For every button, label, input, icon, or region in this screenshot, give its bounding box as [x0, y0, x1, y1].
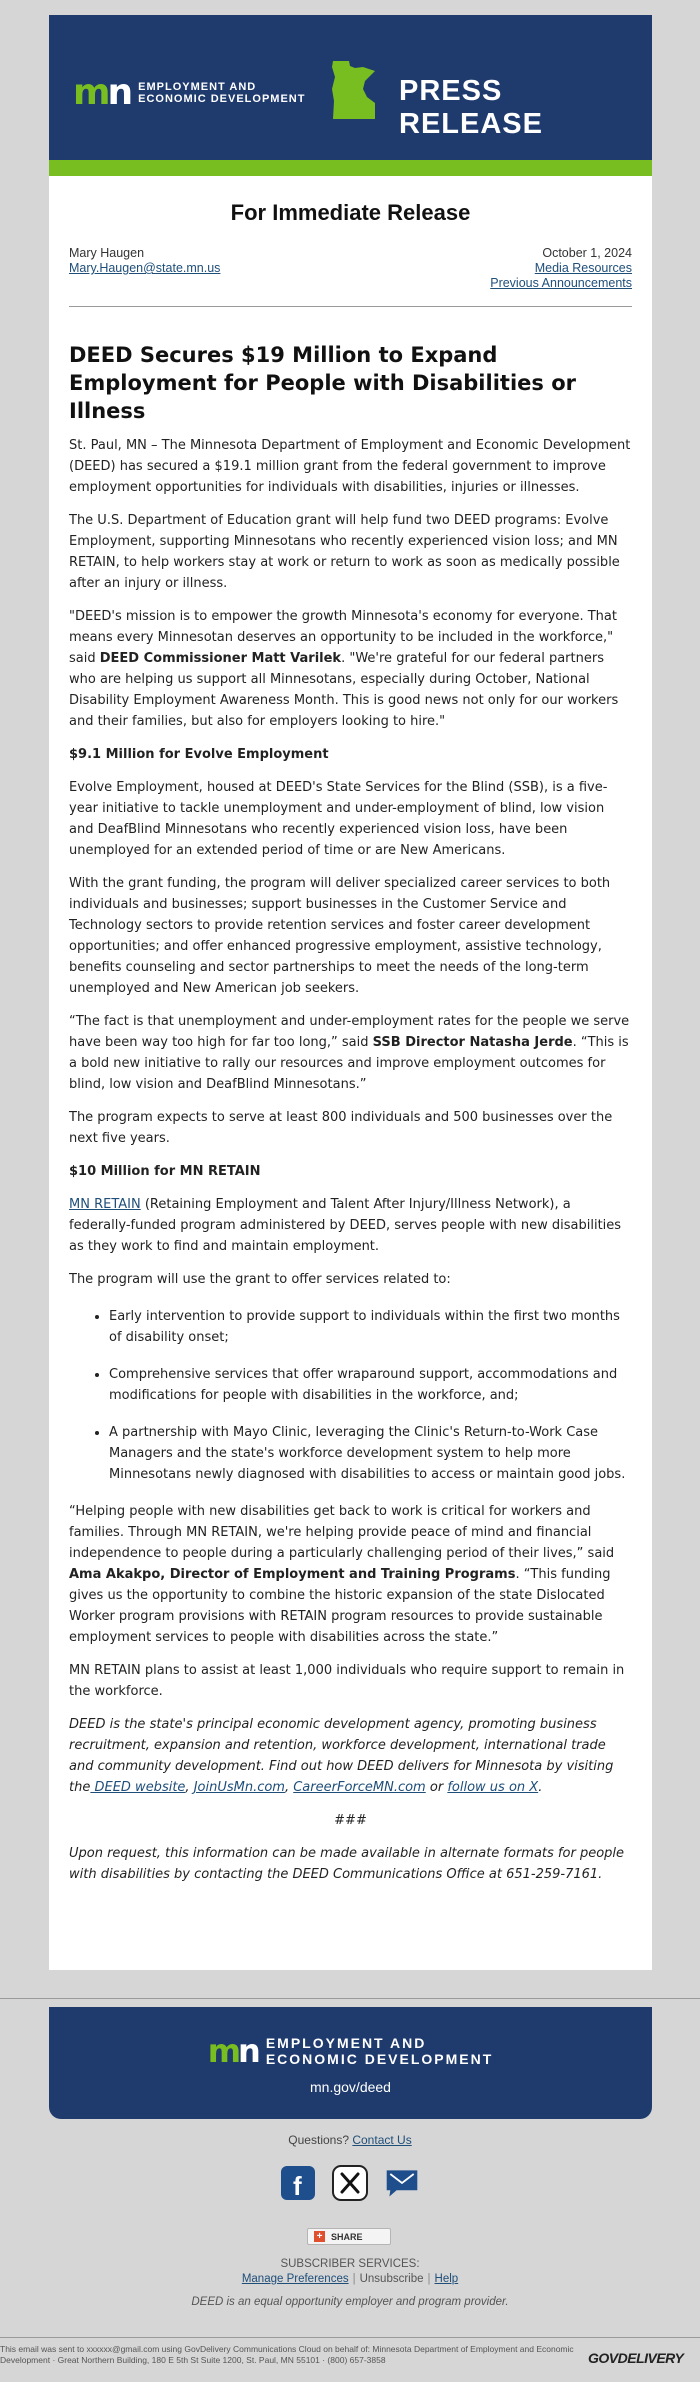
bottom-divider [0, 2337, 700, 2338]
manage-preferences-link[interactable]: Manage Preferences [241, 2273, 349, 2285]
share-button[interactable]: + SHARE [307, 2228, 391, 2245]
paragraph-8: MN RETAIN (Retaining Employment and Talent After Injury/Illness Network), a federally-funded program administered by DEED, serves people with new disabilities as they work to find and maintain employment. [69, 1197, 622, 1254]
release-date: October 1, 2024 [542, 246, 632, 260]
govdelivery-logo[interactable]: GOVDELIVERY [588, 2350, 684, 2366]
accessibility-note: Upon request, this information can be made available in alternate formats for people with disabilities by contacting the DEED Communications Office at 651-259-7161. [69, 1846, 625, 1882]
paragraph-3: "DEED's mission is to empower the growth Minnesota's economy for everyone. That means every Minnesotan deserves an opportunity to be included in the workforce," said DEED Commissioner Matt Varilek. "We're grateful for our federal partners who are helping us support all Minnesotans, especially during October, National Disability Employment Awareness Month. This is good news not only for our workers and their families, but also for employers looking to hire." [69, 609, 619, 729]
article-title: DEED Secures $19 Million to Expand Employment for People with Disabilities or Illness [69, 343, 576, 423]
help-link[interactable]: Help [434, 2273, 459, 2285]
list-item: • Early intervention to provide support to individuals within the first two months of disability onset; [109, 1306, 632, 1348]
facebook-icon[interactable] [280, 2165, 316, 2201]
paragraph-11: MN RETAIN plans to assist at least 1,000 individuals who require support to remain in the workforce. [69, 1663, 625, 1699]
media-resources-link[interactable]: Media Resources [534, 261, 632, 275]
minnesota-state-icon [329, 59, 381, 121]
services-list [109, 1306, 632, 1485]
x-twitter-icon[interactable] [332, 2165, 368, 2201]
mn-retain-link[interactable]: MN RETAIN [69, 1197, 141, 1212]
divider [69, 306, 632, 307]
contact-email-link[interactable]: Mary.Haugen@state.mn.us [69, 261, 221, 275]
speaker-director-programs: Ama Akakpo, Director of Employment and Training Programs [69, 1567, 516, 1582]
logo-line-1: EMPLOYMENT AND [138, 81, 257, 93]
joinusmn-link[interactable]: JoinUsMn.com [193, 1780, 285, 1795]
press-release-card [49, 15, 652, 1970]
footer-deed-logo [207, 2032, 494, 2070]
footer-divider [0, 1998, 700, 1999]
retain-heading: $10 Million for MN RETAIN [69, 1164, 261, 1179]
subscriber-services-label: SUBSCRIBER SERVICES: [280, 2258, 420, 2270]
follow-on-x-link[interactable]: follow us on X [447, 1780, 539, 1795]
paragraph-5: With the grant funding, the program will deliver specialized career services to both individuals and businesses; support businesses in the Customer Service and Technology sectors to provide retention services and foster career development opportunities; and offer enhanced progressive employment, assistive technology, benefits counseling and sector partnerships to meet the needs of the long-term unemployed and New American job seekers. [69, 876, 611, 996]
email-icon[interactable] [384, 2165, 420, 2201]
list-item: • Comprehensive services that offer wraparound support, accommodations and modifications for people with disabilities in the workforce, and; [109, 1364, 632, 1406]
main-content [49, 176, 652, 1885]
header-accent-bar [49, 160, 652, 176]
paragraph-7: The program expects to serve at least 800 individuals and 500 businesses over the next five years. [69, 1110, 613, 1146]
paragraph-4: Evolve Employment, housed at DEED's State Services for the Blind (SSB), is a five-year initiative to tackle unemployment and under-employment of blind, low vision and DeafBlind Minnesotans who recently experienced vision loss, have been unemployed for an extended period of time or are New Americans. [69, 780, 608, 858]
footer-logo-line-1: EMPLOYMENT AND [265, 2035, 427, 2051]
evolve-heading: $9.1 Million for Evolve Employment [69, 747, 329, 762]
press-release-label: PRESS RELEASE [399, 75, 543, 140]
contact-name: Mary Haugen [69, 246, 145, 260]
article-body [69, 341, 632, 1885]
footer-banner [49, 2007, 652, 2119]
logo-line-2: ECONOMIC DEVELOPMENT [138, 93, 306, 105]
paragraph-10: “Helping people with new disabilities get back to work is critical for workers and families. Through MN RETAIN, we're helping provide peace of mind and financial independence to people during a particularly challenging period of their lives,” said Ama Akakpo, Director of Employment and Training Programs. “This funding gives us the opportunity to combine the historic expansion of the state Dislocated Worker program provisions with RETAIN program resources to provide sustainable employment services to people with disabilities across the state.” [69, 1504, 615, 1645]
release-meta [69, 246, 632, 291]
social-links [0, 2165, 700, 2201]
deed-website-link[interactable]: DEED website [90, 1780, 186, 1795]
paragraph-1: St. Paul, MN – The Minnesota Department of Employment and Economic Development (DEED) has secured a $19.1 million grant from the federal government to improve employment opportunities for individuals with disabilities, injuries or illnesses. [69, 438, 631, 495]
mn-logo-mark: mn [73, 72, 131, 113]
deed-logo [73, 72, 306, 113]
paragraph-9: The program will use the grant to offer services related to: [69, 1272, 451, 1287]
speaker-ssb-director: SSB Director Natasha Jerde [372, 1035, 573, 1050]
plus-icon: + [314, 2231, 325, 2242]
equal-opportunity-note: DEED is an equal opportunity employer and program provider. [191, 2296, 509, 2308]
questions-line: Questions? Contact Us [288, 2133, 412, 2147]
subscriber-services: SUBSCRIBER SERVICES: Manage Preferences | Unsubscribe | Help [0, 2257, 700, 2287]
careerforce-link[interactable]: CareerForceMN.com [293, 1780, 426, 1795]
footer-logo-line-2: ECONOMIC DEVELOPMENT [265, 2051, 494, 2067]
end-separator: ### [334, 1813, 367, 1828]
speaker-commissioner: DEED Commissioner Matt Varilek [99, 651, 342, 666]
about-deed: DEED is the state's principal economic development agency, promoting business recruitment, expansion and retention, workforce development, international trade and community development. Find out how DEED delivers for Minnesota by visiting the DEED website, JoinUsMn.com, CareerForceMN.com or follow us on X. [69, 1717, 614, 1795]
footer-site-url[interactable]: mn.gov/deed [310, 2079, 391, 2095]
previous-announcements-link[interactable]: Previous Announcements [490, 276, 632, 290]
svg-text:f: f [293, 2171, 302, 2201]
contact-us-link[interactable]: Contact Us [352, 2133, 412, 2147]
email-fineprint: This email was sent to xxxxxx@gmail.com using GovDelivery Communications Cloud on behalf of: Minnesota Department of Employment and Economic Development · Great Northern Building, 180 E 5th St Suite 1200, St. Paul, MN 55101 · (800) 657-3858 [0, 2344, 574, 2365]
paragraph-6: “The fact is that unemployment and under-employment rates for the people we serve have been way too high for far too long,” said SSB Director Natasha Jerde. “This is a bold new initiative to rally our resources and improve employment outcomes for blind, low vision and DeafBlind Minnesotans.” [69, 1014, 630, 1092]
paragraph-2: The U.S. Department of Education grant will help fund two DEED programs: Evolve Employment, supporting Minnesotans who recently experienced vision loss; and MN RETAIN, to help workers stay at work or return to work as soon as medically possible after an injury or illness. [69, 513, 620, 591]
unsubscribe-link[interactable]: Unsubscribe [359, 2273, 424, 2285]
header-banner [49, 15, 652, 160]
list-item: • A partnership with Mayo Clinic, leveraging the Clinic's Return-to-Work Case Managers and the state's workforce development system to help more Minnesotans newly diagnosed with disabilities to access or maintain good jobs. [109, 1422, 632, 1485]
release-heading: For Immediate Release [230, 200, 471, 225]
mn-logo-mark: mn [207, 2032, 258, 2070]
